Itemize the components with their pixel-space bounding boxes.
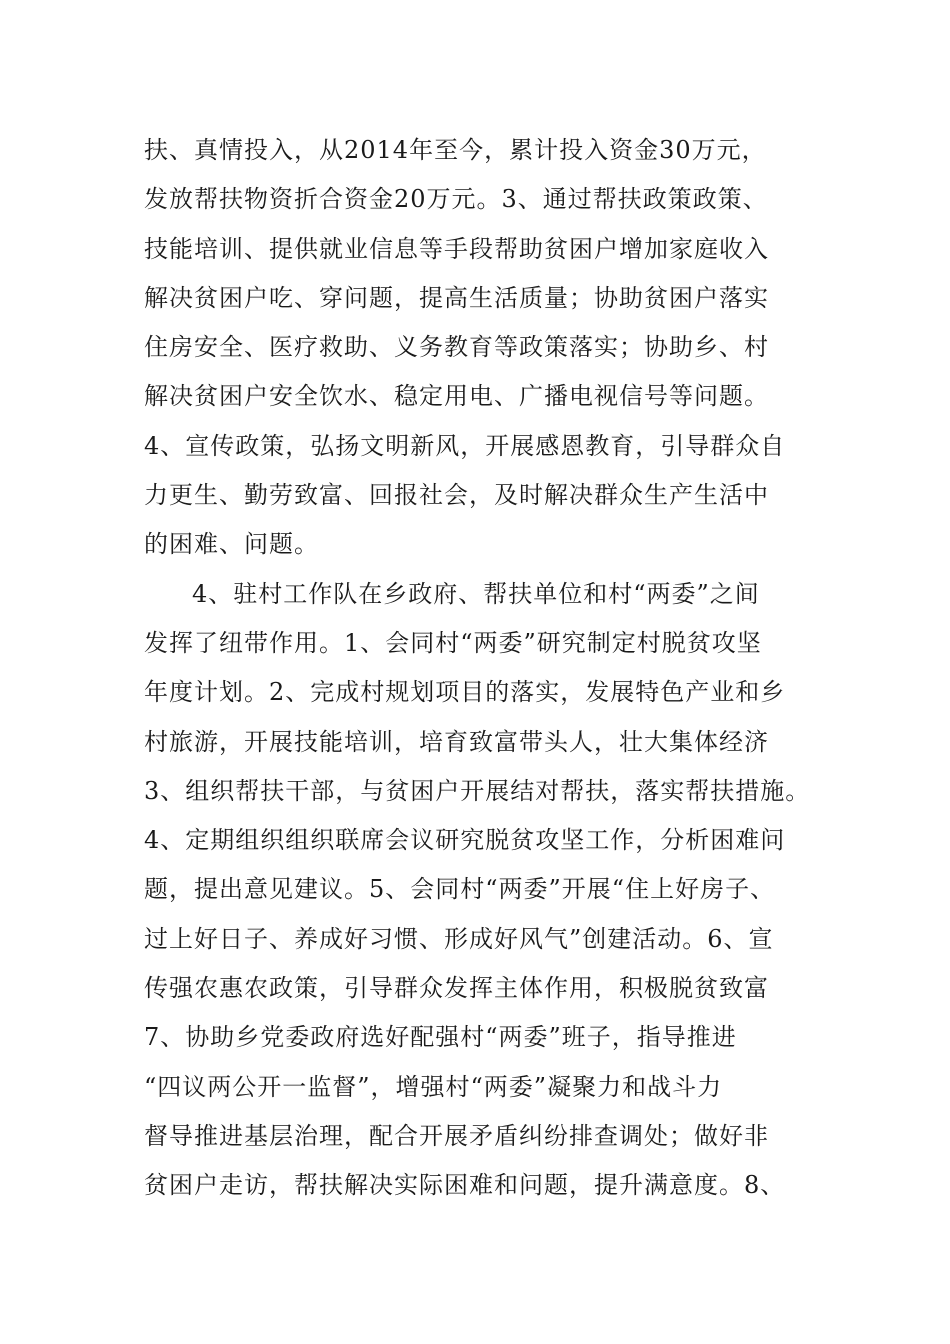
text-line: 4、宣传政策，弘扬文明新风，开展感恩教育，引导群众自 — [144, 431, 786, 460]
text-line: 过上好日子、养成好习惯、形成好风气”创建活动。6、宣 — [144, 924, 774, 953]
text-line: 发放帮扶物资折合资金20万元。3、通过帮扶政策政策、 — [144, 185, 768, 214]
text-line: 扶、真情投入，从2014年至今，累计投入资金30万元， — [144, 136, 767, 164]
text-line: 传强农惠农政策，引导群众发挥主体作用，积极脱贫致富 — [144, 974, 769, 1003]
text-line: 的困难、问题。 — [144, 530, 319, 559]
body-text — [144, 126, 824, 1211]
text-line: 解决贫困户安全饮水、稳定用电、广播电视信号等问题。 — [144, 382, 769, 411]
text-line: 督导推进基层治理，配合开展矛盾纠纷排查调处；做好非 — [144, 1121, 769, 1150]
text-line: 4、定期组织组织联席会议研究脱贫攻坚工作，分析困难问 — [144, 826, 786, 855]
text-line: 3、组织帮扶干部，与贫困户开展结对帮扶，落实帮扶措施。 — [144, 776, 811, 805]
text-line: 技能培训、提供就业信息等手段帮助贫困户增加家庭收入 — [144, 234, 769, 263]
text-line: 贫困户走访，帮扶解决实际困难和问题，提升满意度。8、 — [144, 1171, 786, 1200]
text-line: 解决贫困户吃、穿问题，提高生活质量；协助贫困户落实 — [144, 283, 769, 312]
text-line: 题，提出意见建议。5、会同村“两委”开展“住上好房子、 — [144, 875, 776, 904]
text-line: 住房安全、医疗救助、义务教育等政策落实；协助乡、村 — [144, 333, 769, 362]
text-line: 7、协助乡党委政府选好配强村“两委”班子，指导推进 — [144, 1023, 737, 1052]
text-line: 村旅游，开展技能培训，培育致富带头人，壮大集体经济 — [144, 727, 769, 756]
paragraph-start-line: 4、驻村工作队在乡政府、帮扶单位和村“两委”之间 — [192, 579, 760, 608]
text-line: 年度计划。2、完成村规划项目的落实，发展特色产业和乡 — [144, 678, 786, 707]
text-line: 发挥了纽带作用。1、会同村“两委”研究制定村脱贫攻坚 — [144, 628, 762, 657]
text-line: 力更生、勤劳致富、回报社会，及时解决群众生产生活中 — [144, 481, 769, 510]
text-line: “四议两公开一监督”，增强村“两委”凝聚力和战斗力 — [144, 1072, 723, 1101]
